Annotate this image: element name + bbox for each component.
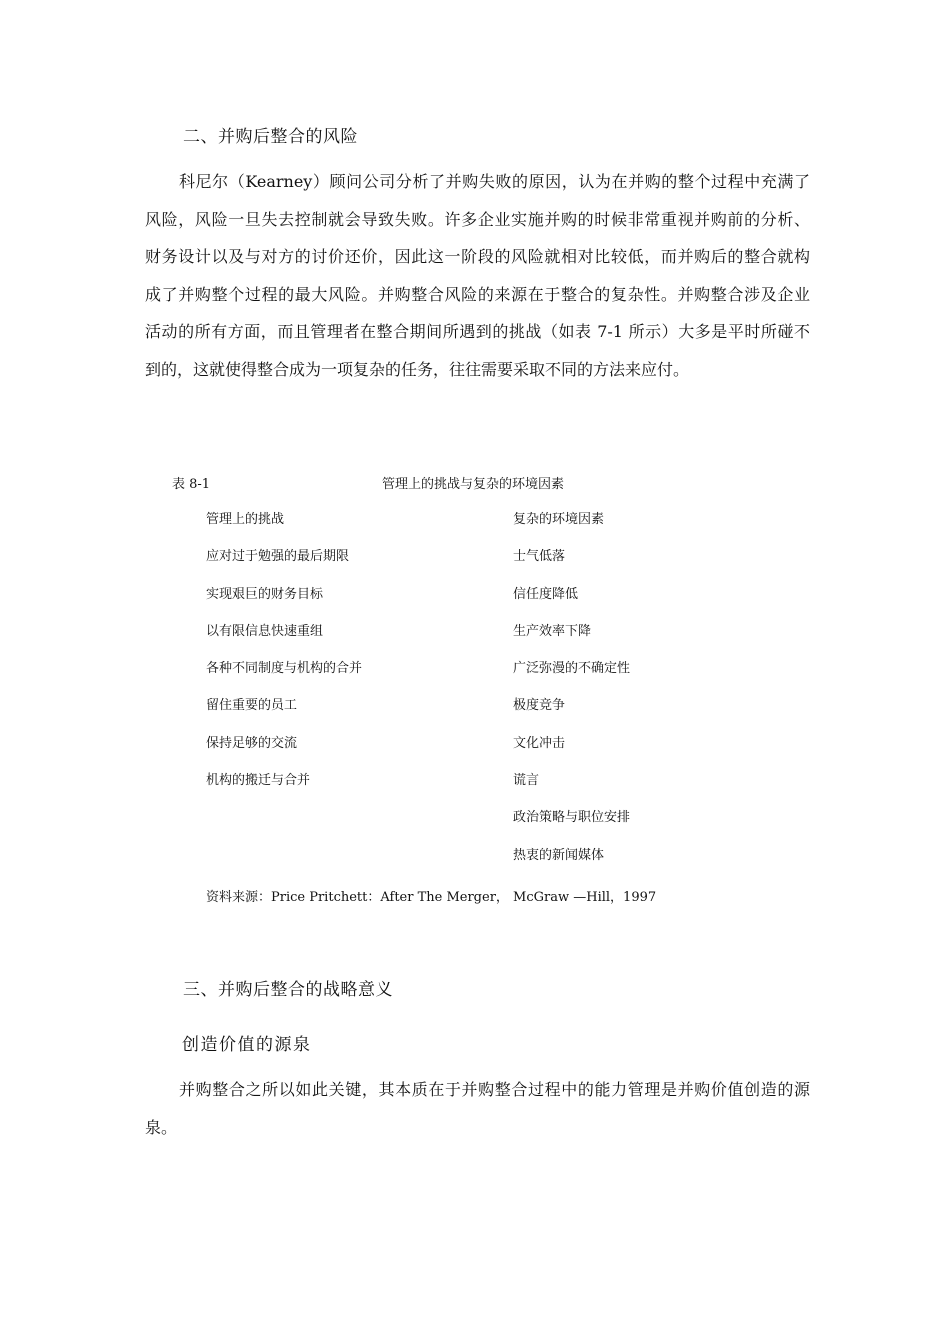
paragraph-line: 泉。 [145,1117,178,1137]
table-cell: 极度竞争 [513,698,566,714]
paragraph-strategy [145,1078,810,1153]
paragraph-line: 风险，风险一旦失去控制就会导致失败。许多企业实施并购的时候非常重视并购前的分析、 [145,209,810,229]
table-cell: 谎言 [513,773,540,789]
table-cell: 应对过于勉强的最后期限 [206,549,350,565]
table-cell: 生产效率下降 [513,623,592,639]
paragraph-line: 科尼尔（Kearney）顾问公司分析了并购失败的原因，认为在并购的整个过程中充满了 [179,172,810,191]
section-heading-strategy: 三、并购后整合的战略意义 [183,980,393,1000]
paragraph-line: 财务设计以及与对方的讨价还价，因此这一阶段的风险就相对比较低，而并购后的整合就构 [145,247,810,266]
table-cell: 实现艰巨的财务目标 [206,586,324,602]
table-cell: 留住重要的员工 [206,698,298,714]
section-heading-risk: 二、并购后整合的风险 [183,127,358,147]
table-cell: 各种不同制度与机构的合并 [206,661,363,677]
table-cell: 复杂的环境因素 [513,512,605,527]
paragraph-line: 到的，这就使得整合成为一项复杂的任务，往往需要采取不同的方法来应付。 [145,359,690,379]
table-cell: 管理上的挑战 [206,512,285,527]
table-cell: 广泛弥漫的不确定性 [513,661,631,677]
table-left-column [206,510,362,808]
table-title: 管理上的挑战与复杂的环境因素 [382,477,565,492]
table-number: 表 8-1 [172,477,211,492]
table-cell: 以有限信息快速重组 [206,623,324,639]
table-cell: 政治策略与职位安排 [513,810,631,826]
table-cell: 保持足够的交流 [206,735,298,751]
table-right-column [513,510,630,883]
table-cell: 机构的搬迁与合并 [206,773,311,789]
subheading-value-source: 创造价值的源泉 [182,1035,312,1055]
table-cell: 热衷的新闻媒体 [513,847,605,863]
table-cell: 士气低落 [513,549,566,565]
table-cell: 信任度降低 [513,586,579,602]
paragraph-line: 成了并购整个过程的最大风险。并购整合风险的来源在于整合的复杂性。并购整合涉及企业 [145,284,810,304]
paragraph-risk [145,170,810,395]
paragraph-line: 并购整合之所以如此关键，其本质在于并购整合过程中的能力管理是并购价值创造的源 [179,1080,810,1099]
paragraph-line: 活动的所有方面，而且管理者在整合期间所遇到的挑战（如表 7-1 所示）大多是平时所碰不 [145,322,810,341]
table-cell: 文化冲击 [513,735,566,751]
table-source-note: 资料来源：Price Pritchett：After The Merger， McGraw —Hill，1997 [206,890,657,905]
